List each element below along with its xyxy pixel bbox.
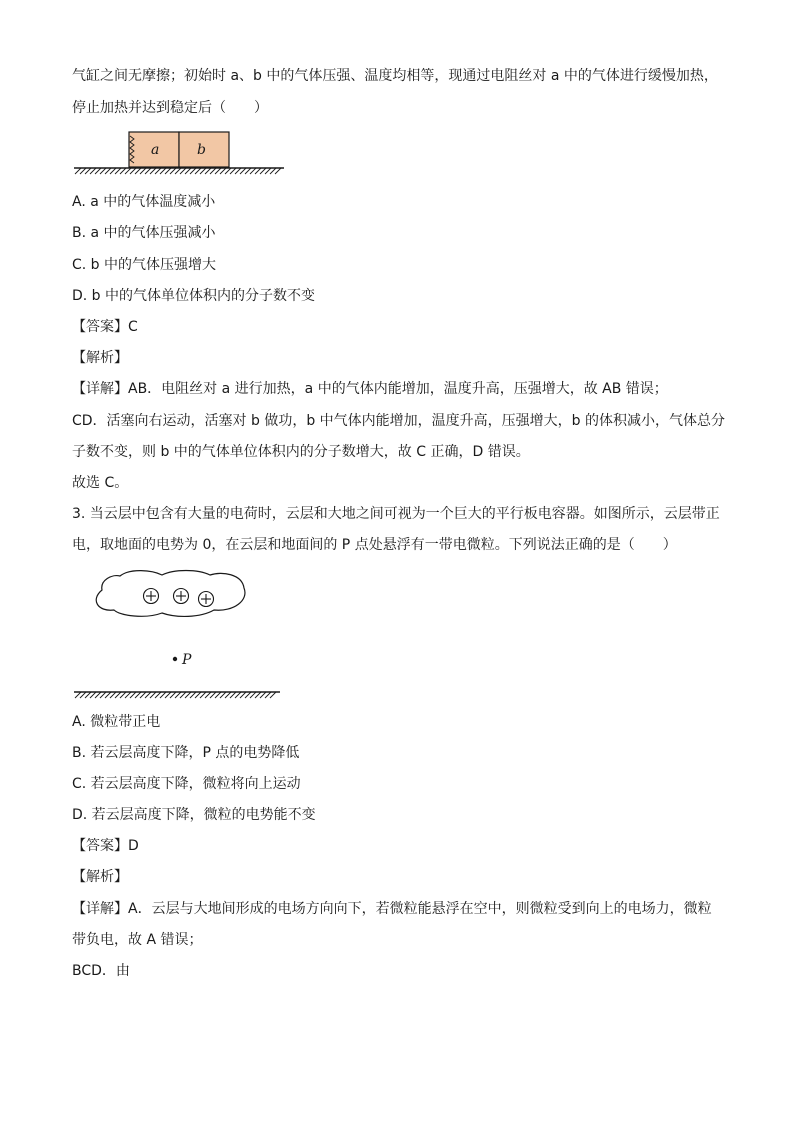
- cloud-capacitor-figure: [72, 566, 286, 700]
- q2-option-b: B. a 中的气体压强减小: [72, 225, 216, 241]
- cylinder-figure: [72, 128, 286, 180]
- q2-conclusion: 故选 C。: [72, 475, 129, 491]
- q3-detail-line2: 带负电，故 A 错误；: [72, 932, 203, 948]
- q2-option-d: D. b 中的气体单位体积内的分子数不变: [72, 288, 316, 304]
- point-p-dot: [173, 657, 177, 661]
- label-b: b: [197, 142, 206, 158]
- q3-detail-line3: BCD．由: [72, 963, 130, 979]
- q3-stem-line2: 电，取地面的电势为 0，在云层和地面间的 P 点处悬浮有一带电微粒。下列说法正确的是（ ）: [72, 537, 677, 553]
- q2-stem-line2: 停止加热并达到稳定后（ ）: [72, 100, 268, 116]
- ground-hatching: [75, 692, 276, 698]
- q2-answer: 【答案】C: [72, 319, 138, 335]
- q3-option-a: A. 微粒带正电: [72, 714, 161, 730]
- ground-hatching: [75, 168, 281, 174]
- q2-detail-line1: 【详解】AB．电阻丝对 a 进行加热，a 中的气体内能增加，温度升高，压强增大，故 AB 错误；: [72, 381, 668, 397]
- q2-detail-line2: CD．活塞向右运动，活塞对 b 做功，b 中气体内能增加，温度升高，压强增大，b 的体积减小，气体总分: [72, 413, 726, 429]
- q3-answer: 【答案】D: [72, 838, 139, 854]
- q3-option-c: C. 若云层高度下降，微粒将向上运动: [72, 776, 301, 792]
- cloud-icon: [96, 571, 245, 617]
- q3-option-b: B. 若云层高度下降，P 点的电势降低: [72, 745, 300, 761]
- q2-option-a: A. a 中的气体温度减小: [72, 194, 216, 210]
- q3-stem-line1: 3. 当云层中包含有大量的电荷时，云层和大地之间可视为一个巨大的平行板电容器。如图所示，云层带正: [72, 506, 720, 522]
- q2-option-c: C. b 中的气体压强增大: [72, 257, 217, 273]
- q2-analysis-title: 【解析】: [72, 350, 128, 366]
- q2-detail-line3: 子数不变，则 b 中的气体单位体积内的分子数增大，故 C 正确，D 错误。: [72, 444, 530, 460]
- point-p-label: P: [182, 652, 192, 668]
- q3-detail-line1: 【详解】A．云层与大地间形成的电场方向向下，若微粒能悬浮在空中，则微粒受到向上的电场力，微粒: [72, 901, 712, 917]
- q2-stem-line1: 气缸之间无摩擦；初始时 a、b 中的气体压强、温度均相等，现通过电阻丝对 a 中的气体进行缓慢加热，: [72, 68, 718, 84]
- label-a: a: [151, 142, 160, 158]
- q3-option-d: D. 若云层高度下降，微粒的电势能不变: [72, 807, 316, 823]
- q3-analysis-title: 【解析】: [72, 869, 128, 885]
